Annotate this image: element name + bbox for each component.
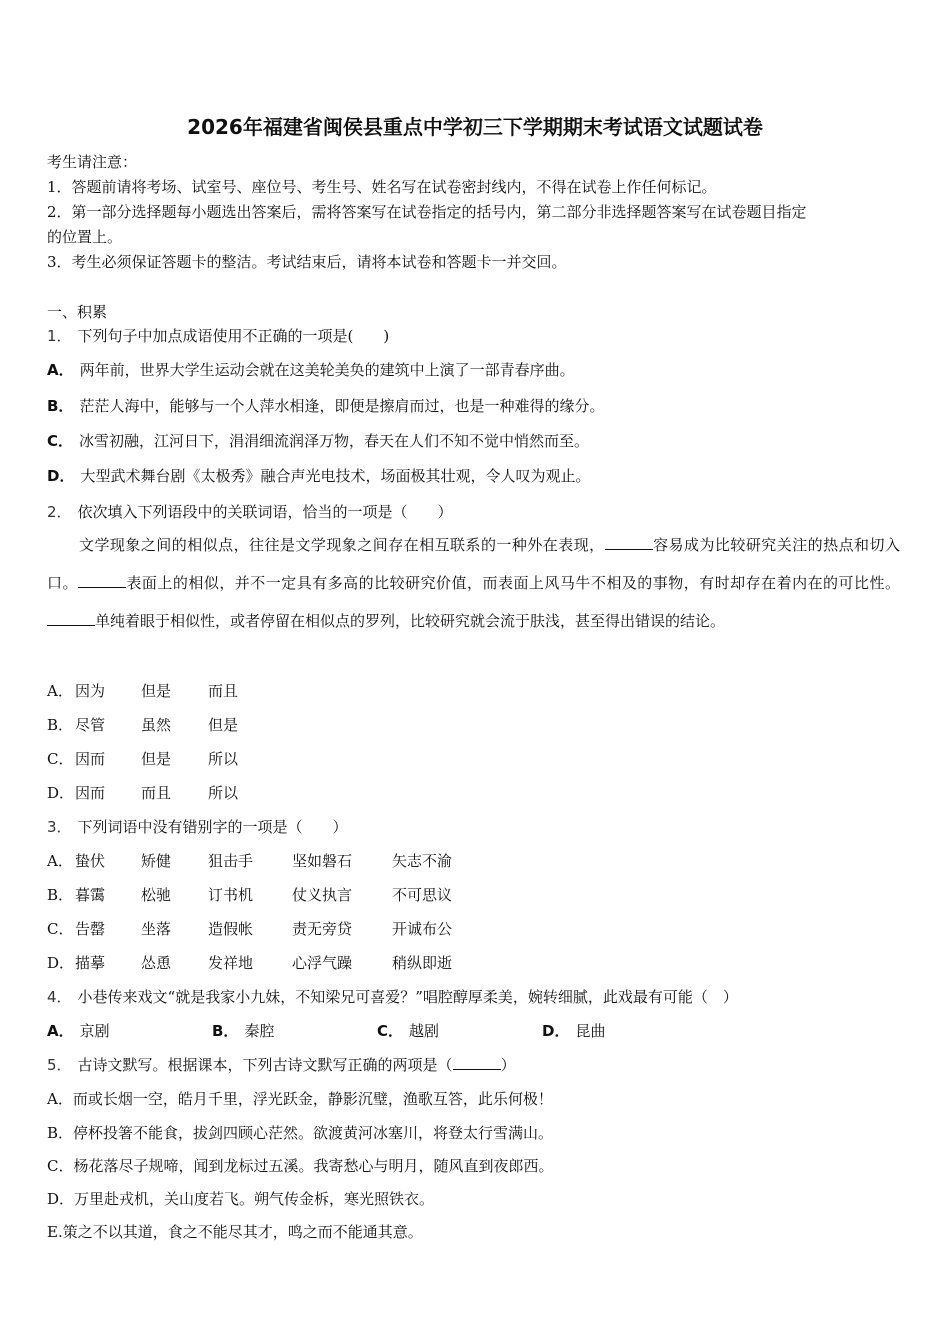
option-text: 两年前，世界大学生运动会就在这美轮美奂的建筑中上演了一部青春序曲。 [79,361,575,379]
question-text: 下列句子中加点成语使用不正确的一项是( ) [77,327,390,345]
question-text: 依次填入下列语段中的关联词语，恰当的一项是（ ） [77,503,453,521]
question-2-stem [47,502,453,522]
option-word: 松驰 [141,886,172,904]
question-3-stem [47,817,348,837]
option-word: 稍纵即逝 [392,954,453,972]
option-word: 责无旁贷 [292,920,353,938]
question-text-end: ） [500,1056,516,1074]
option-word: 不可思议 [392,886,453,904]
option-label: C． [377,1022,404,1040]
option-text: 京剧 [79,1022,110,1040]
option-word: 坚如磐石 [292,852,353,870]
option-text: 茫茫人海中，能够与一个人萍水相逢，即便是擦肩而过，也是一种难得的缘分。 [79,397,605,415]
option-word: 狙击手 [208,852,254,870]
option-label: A． [47,682,73,700]
option-label: B． [47,716,74,734]
option-label: C． [47,432,74,450]
option-label: D． [542,1022,570,1040]
question-number: 2． [47,503,72,521]
option-word: 订书机 [208,886,254,904]
question-number: 1． [47,327,72,345]
notice-item: 1．答题前请将考场、试室号、座位号、考生号、姓名写在试卷密封线内，不得在试卷上作任何标记。 [47,178,717,196]
option-word: 告罄 [75,920,106,938]
option-text: 昆曲 [575,1022,606,1040]
option-label: B． [47,397,74,415]
passage-part: 文学现象之间的相似点，往往是文学现象之间存在相互联系的一种外在表现， [79,536,605,554]
option-label: B． [212,1022,239,1040]
option-word: 因而 [75,784,106,802]
q1-option-d[interactable] [47,466,590,486]
notice-item: 的位置上。 [47,228,123,246]
option-word: 但是 [208,716,239,734]
q4-option-c[interactable] [377,1021,439,1041]
question-5-stem [47,1055,516,1075]
option-word: 坐落 [141,920,172,938]
q4-option-b[interactable] [212,1021,274,1041]
notice-item: 2．第一部分选择题每小题选出答案后，需将答案写在试卷指定的括号内，第二部分非选择题答案写在试卷题目指定 [47,203,807,221]
option-text: 越剧 [409,1022,440,1040]
fill-blank[interactable] [47,611,95,626]
option-label: C． [47,750,74,768]
option-label: D． [47,467,75,485]
q5-option-c[interactable]: C．杨花落尽子规啼，闻到龙标过五溪。我寄愁心与明月，随风直到夜郎西。 [47,1157,554,1175]
question-4-stem [47,987,738,1007]
option-word: 因为 [75,682,106,700]
option-word: 矢志不渝 [392,852,453,870]
q1-option-b[interactable] [47,396,604,416]
q4-option-a[interactable] [47,1021,110,1041]
question-number: 5． [47,1056,72,1074]
option-word: 开诚布公 [392,920,453,938]
option-word: 而且 [141,784,172,802]
passage-part: 容易成为比较研究关注的热点和切入口。 [47,536,900,592]
option-label: D． [47,954,75,972]
option-word: 所以 [208,750,239,768]
option-word: 但是 [141,682,172,700]
q1-option-c[interactable] [47,431,589,451]
option-word: 因而 [75,750,106,768]
q5-option-a[interactable]: A．而或长烟一空，皓月千里，浮光跃金，静影沉璧，渔歌互答，此乐何极！ [47,1090,553,1108]
option-label: B． [47,886,74,904]
option-label: A． [47,1022,74,1040]
fill-blank[interactable] [78,573,126,588]
question-1-stem [47,326,389,346]
question-number: 3． [47,818,72,836]
option-label: A． [47,852,73,870]
option-label: A． [47,361,74,379]
q5-option-d[interactable]: D．万里赴戎机，关山度若飞。朔气传金柝，寒光照铁衣。 [47,1190,435,1208]
notice-heading: 考生请注意： [47,153,138,171]
q4-option-d[interactable] [542,1021,605,1041]
passage-part: 单纯着眼于相似性，或者停留在相似点的罗列，比较研究就会流于肤浅，甚至得出错误的结论。 [95,612,726,630]
option-label: D． [47,784,75,802]
option-text: 冰雪初融，江河日下，涓涓细流润泽万物，春天在人们不知不觉中悄然而至。 [79,432,590,450]
option-word: 暮霭 [75,886,106,904]
option-word: 所以 [208,784,239,802]
option-word: 尽管 [75,716,106,734]
q5-option-b[interactable]: B．停杯投箸不能食，拔剑四顾心茫然。欲渡黄河冰塞川，将登太行雪满山。 [47,1124,554,1142]
q1-option-a[interactable] [47,360,575,380]
option-word: 造假帐 [208,920,254,938]
option-word: 描摹 [75,954,106,972]
option-word: 矫健 [141,852,172,870]
option-word: 蛰伏 [75,852,106,870]
passage-part: 表面上的相似，并不一定具有多高的比较研究价值，而表面上风马牛不相及的事物，有时却存在着内在的可比性。 [125,574,900,592]
question-text: 下列词语中没有错别字的一项是（ ） [77,818,348,836]
option-word: 而且 [208,682,239,700]
option-label: C． [47,920,74,938]
option-word: 怂恿 [141,954,172,972]
question-text: 小巷传来戏文“就是我家小九妹，不知梁兄可喜爱？”唱腔醇厚柔美，婉转细腻，此戏最有可能（ ） [77,988,738,1006]
answer-blank[interactable] [453,1055,501,1070]
option-word: 但是 [141,750,172,768]
section-heading: 一、积累 [47,303,108,321]
page-title: 2026年福建省闽侯县重点中学初三下学期期末考试语文试题试卷 [187,115,763,139]
question-number: 4． [47,988,72,1006]
fill-blank[interactable] [605,535,653,550]
question-text: 古诗文默写。根据课本，下列古诗文默写正确的两项是（ [77,1056,453,1074]
option-word: 仗义执言 [292,886,353,904]
option-word: 虽然 [141,716,172,734]
option-word: 发祥地 [208,954,254,972]
option-text: 大型武术舞台剧《太极秀》融合声光电技术，场面极其壮观，令人叹为观止。 [80,467,591,485]
notice-item: 3．考生必须保证答题卡的整洁。考试结束后，请将本试卷和答题卡一并交回。 [47,253,567,271]
q2-passage [47,526,900,640]
option-word: 心浮气躁 [292,954,353,972]
q5-option-e[interactable]: E.策之不以其道，食之不能尽其才，鸣之而不能通其意。 [47,1223,423,1241]
option-text: 秦腔 [244,1022,275,1040]
